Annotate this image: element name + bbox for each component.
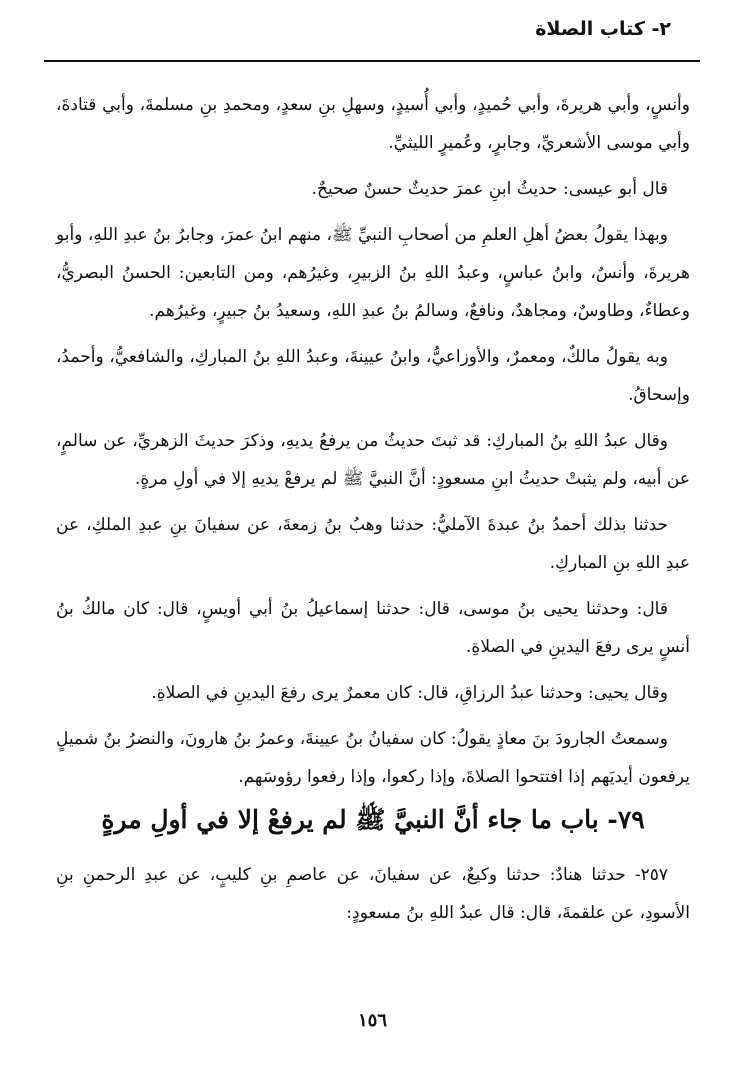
header-rule	[44, 60, 700, 62]
paragraph: وسمعتُ الجارودَ بنَ معاذٍ يقولُ: كان سفيانُ بنُ عيينةَ، وعمرُ بنُ هارونَ، والنضرُ بنُ شميلٍ يرفعون أيديَهم إذا افتتحوا الصلاةَ، وإذا ركعوا، وإذا رفعوا رؤوسَهم.	[56, 729, 690, 787]
paragraph: وأنسٍ، وأبي هريرةَ، وأبي حُميدٍ، وأبي أُسيدٍ، وسهلِ بنِ سعدٍ، ومحمدِ بنِ مسلمةَ، وأبي قتادةَ، وأبي موسى الأشعريِّ، وجابرٍ، وعُميرٍ الليثيِّ.	[56, 95, 690, 153]
hadith-text	[56, 856, 690, 932]
hadith-paragraph: ٢٥٧- حدثنا هنادٌ: حدثنا وكيعٌ، عن سفيانَ، عن عاصمِ بنِ كليبٍ، عن عبدِ الرحمنِ بنِ الأسودِ، عن علقمةَ، قال: قال عبدُ اللهِ بنُ مسعودٍ:	[56, 865, 690, 923]
body-text	[56, 86, 690, 804]
page-number: ١٥٦	[357, 1010, 387, 1031]
paragraph: وبه يقولُ مالكٌ، ومعمرٌ، والأوزاعيُّ، وابنُ عيينةَ، وعبدُ اللهِ بنُ المباركِ، والشافعيُّ، وأحمدُ، وإسحاقُ.	[56, 347, 690, 405]
paragraph: وقال يحيى: وحدثنا عبدُ الرزاقِ، قال: كان معمرٌ يرى رفعَ اليدينِ في الصلاةِ.	[151, 683, 668, 703]
paragraph: قال: وحدثنا يحيى بنُ موسى، قال: حدثنا إسماعيلُ بنُ أبي أويسٍ، قال: كان مالكُ بنُ أنسٍ يرى رفعَ اليدينِ في الصلاةِ.	[56, 599, 690, 657]
paragraph: قال أبو عيسى: حديثُ ابنِ عمرَ حديثٌ حسنٌ صحيحٌ.	[311, 179, 668, 199]
paragraph: حدثنا بذلك أحمدُ بنُ عبدةَ الآمليُّ: حدثنا وهبُ بنُ زمعةَ، عن سفيانَ بنِ عبدِ الملكِ، عن عبدِ اللهِ بنِ المباركِ.	[56, 515, 690, 573]
paragraph: وقال عبدُ اللهِ بنُ المباركِ: قد ثبتَ حديثُ من يرفعُ يديهِ، وذكرَ حديثَ الزهريِّ، عن سالمٍ، عن أبيه، ولم يثبتْ حديثُ ابنِ مسعودٍ: أنَّ النبيَّ ﷺ لم يرفعْ يديهِ إلا في أولِ مرةٍ.	[56, 431, 690, 489]
paragraph: وبهذا يقولُ بعضُ أهلِ العلمِ من أصحابِ النبيِّ ﷺ، منهم ابنُ عمرَ، وجابرُ بنُ عبدِ اللهِ، وأبو هريرةَ، وأنسٌ، وابنُ عباسٍ، وعبدُ اللهِ بنُ الزبيرِ، وغيرُهم، ومن التابعين: الحسنُ البصريُّ، وعطاءٌ، وطاوسٌ، ومجاهدٌ، ونافعٌ، وسالمُ بنُ عبدِ اللهِ، وسعيدُ بنُ جبيرٍ، وغيرُهم.	[56, 225, 690, 321]
chapter-heading: ٧٩- باب ما جاء أنَّ النبيَّ ﷺ لم يرفعْ إلا في أولِ مرةٍ	[101, 805, 645, 834]
running-header: ٢- كتاب الصلاة	[535, 18, 671, 40]
